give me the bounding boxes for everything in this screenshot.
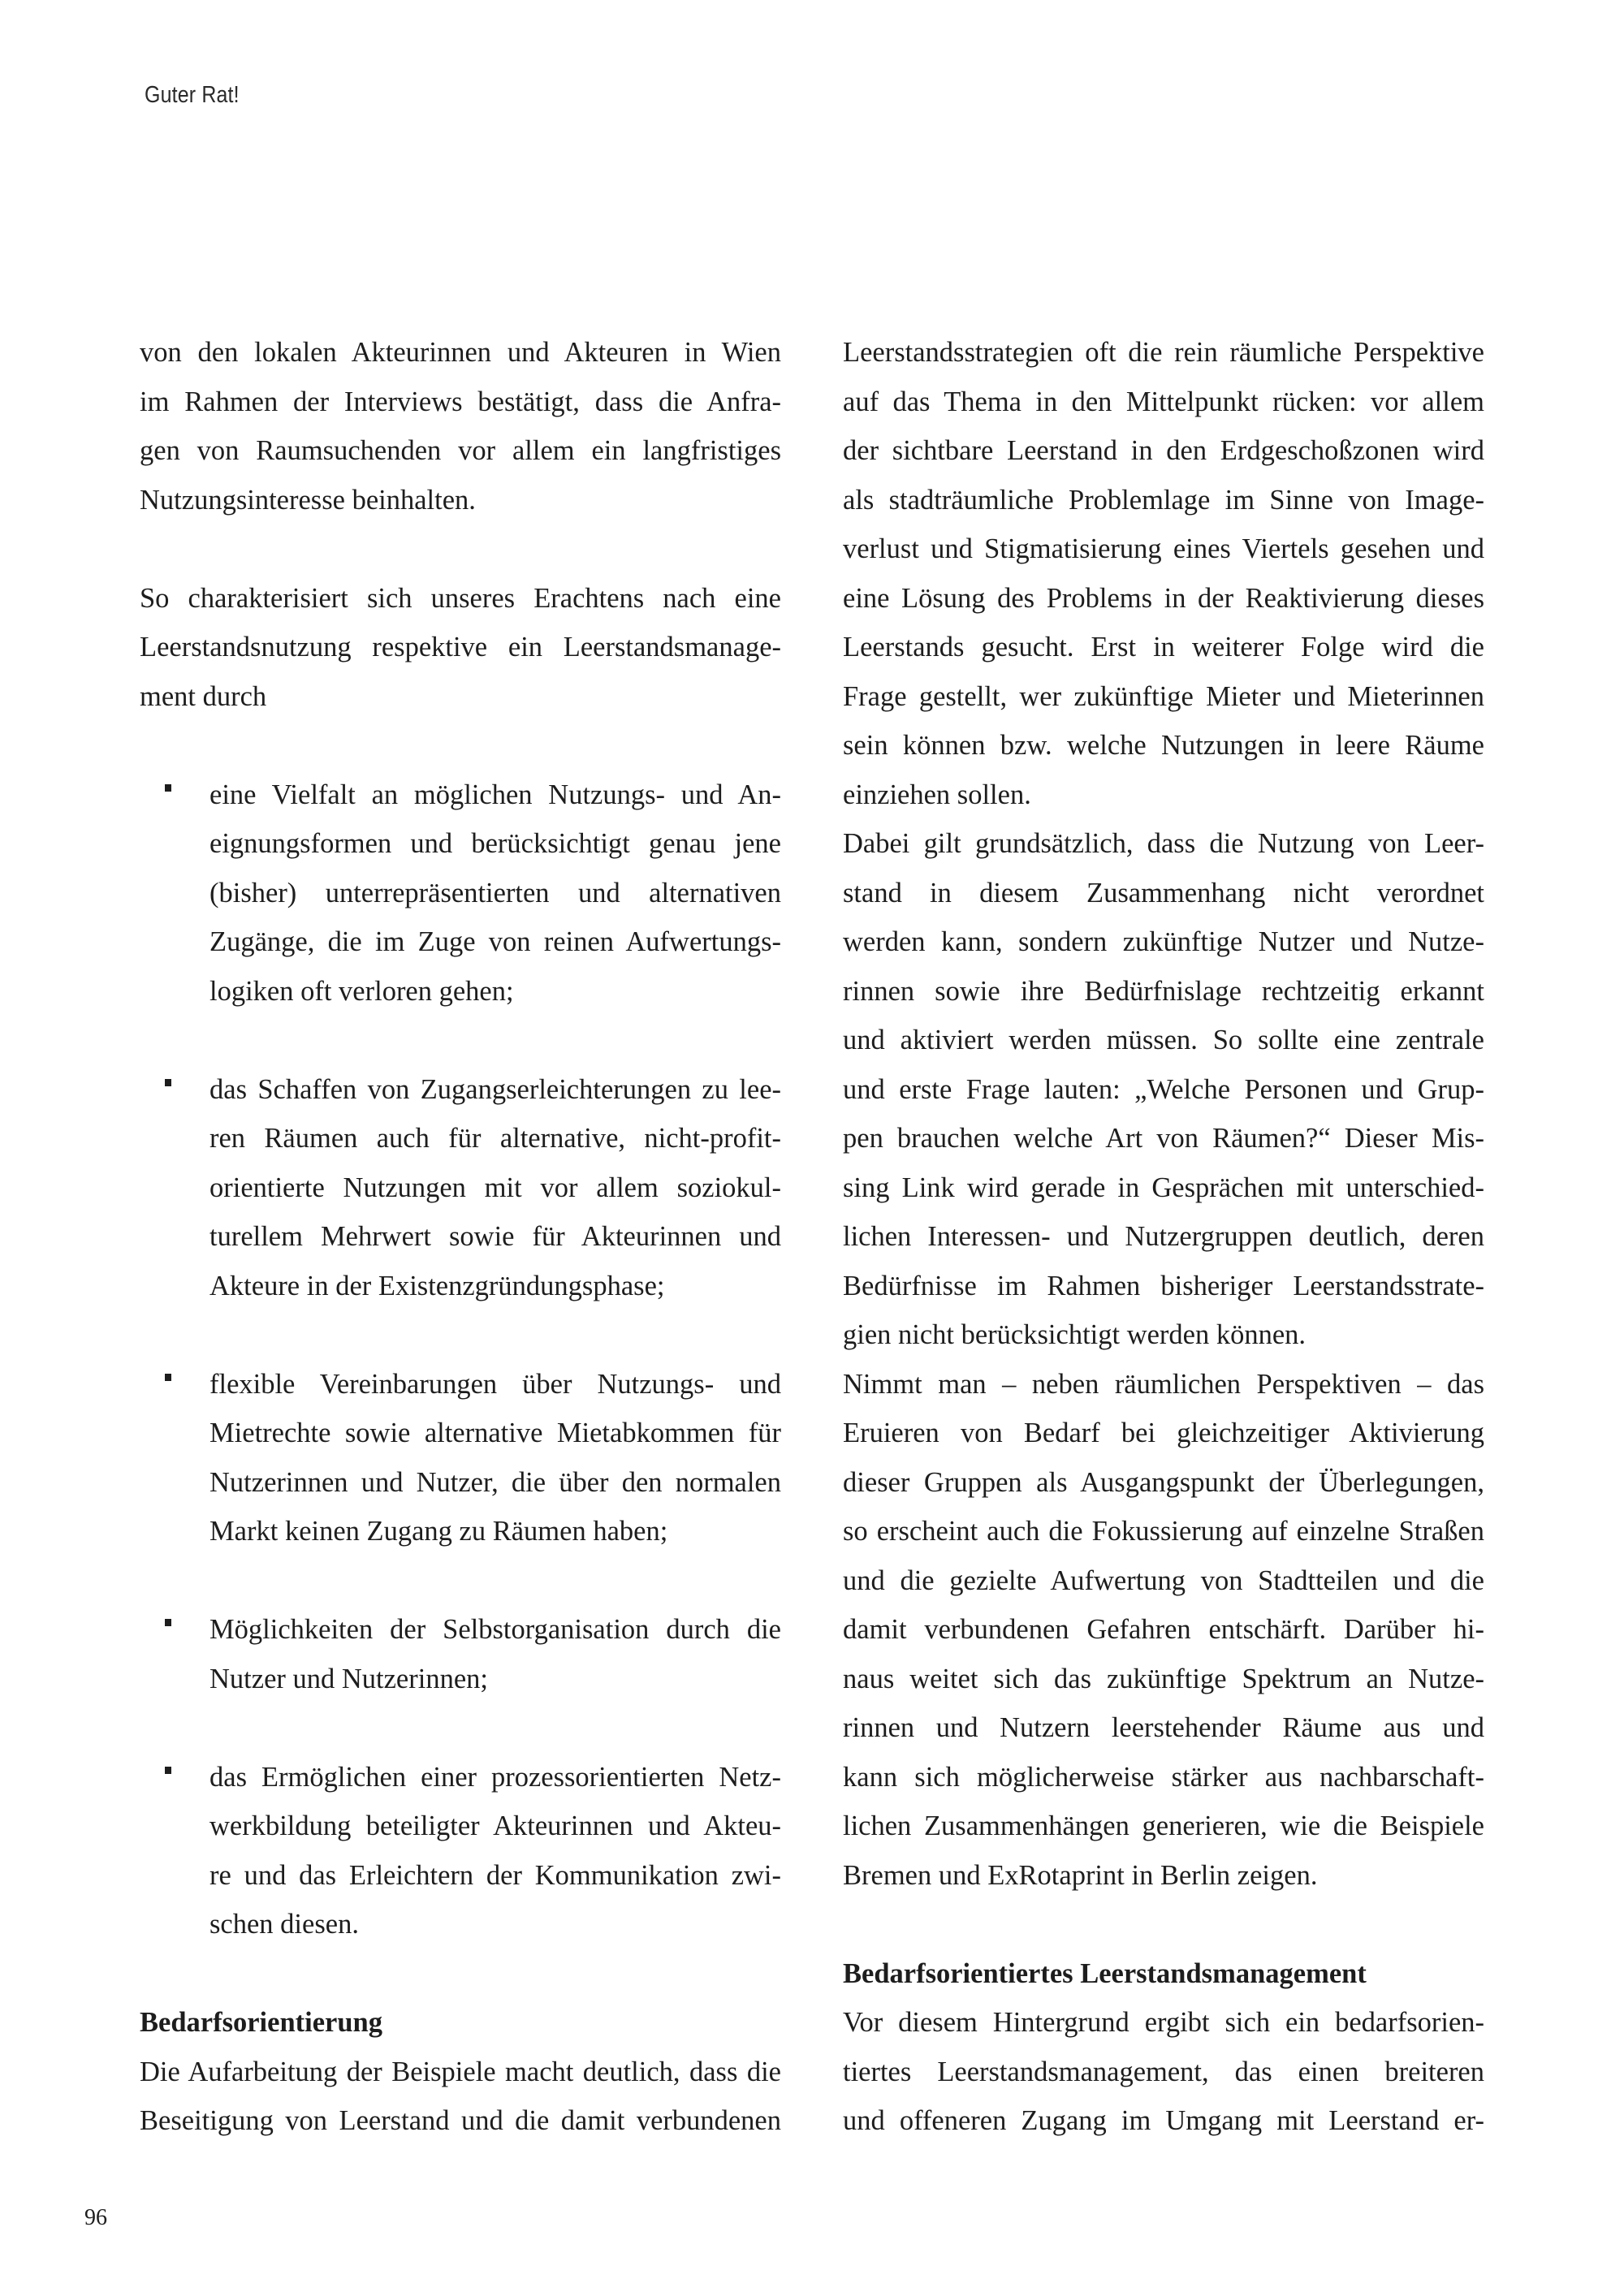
text-line: lichen Zusammenhängen generieren, wie die Beispiele bbox=[843, 1810, 1484, 1841]
text-line: naus weitet sich das zukünftige Spektrum an Nutze- bbox=[843, 1663, 1484, 1694]
text-line: verlust und Stigmatisierung eines Viertels gesehen und bbox=[843, 533, 1484, 564]
text-line: werden kann, sondern zukünftige Nutzer und Nutze- bbox=[843, 926, 1484, 957]
bullet-line: turellem Mehrwert sowie für Akteurinnen und bbox=[209, 1221, 781, 1252]
text-line: Beseitigung von Leerstand und die damit verbundenen bbox=[140, 2105, 781, 2136]
bullet-line: eignungsformen und berücksichtigt genau jene bbox=[209, 828, 781, 859]
text-line: tiertes Leerstandsmanagement, das einen breiteren bbox=[843, 2056, 1484, 2087]
bullet-square-icon bbox=[165, 1079, 171, 1086]
bullet-line: Akteure in der Existenzgründungsphase; bbox=[209, 1270, 665, 1301]
text-line: damit verbundenen Gefahren entschärft. Darüber hi- bbox=[843, 1614, 1484, 1645]
text-line: der sichtbare Leerstand in den Erdgeschoßzonen wird bbox=[843, 435, 1484, 466]
bullet-line: re und das Erleichtern der Kommunikation zwi- bbox=[209, 1859, 781, 1891]
text-line: Leerstandsstrategien oft die rein räumliche Perspektive bbox=[843, 337, 1484, 368]
text-line: auf das Thema in den Mittelpunkt rücken: vor allem bbox=[843, 386, 1484, 417]
text-line: Frage gestellt, wer zukünftige Mieter und Mieterinnen bbox=[843, 680, 1484, 712]
text-line: als stadträumliche Problemlage im Sinne von Image- bbox=[843, 484, 1484, 516]
section-heading-bedarfsorientierung: Bedarfsorientierung bbox=[140, 2007, 382, 2038]
text-line: und offeneren Zugang im Umgang mit Leerstand er- bbox=[843, 2105, 1484, 2136]
bullet-line: das Ermöglichen einer prozessorientierten Netz- bbox=[209, 1761, 781, 1793]
bullet-line: das Schaffen von Zugangserleichterungen zu lee- bbox=[209, 1073, 781, 1105]
text-line: pen brauchen welche Art von Räumen?“ Dieser Mis- bbox=[843, 1123, 1484, 1154]
bullet-line: orientierte Nutzungen mit vor allem soziokul- bbox=[209, 1172, 781, 1203]
bullet-line: Möglichkeiten der Selbstorganisation durch die bbox=[209, 1614, 781, 1645]
text-line: Nutzungsinteresse beinhalten. bbox=[140, 484, 476, 516]
text-line: sing Link wird gerade in Gesprächen mit unterschied- bbox=[843, 1172, 1484, 1203]
text-line: Leerstands gesucht. Erst in weiterer Folge wird die bbox=[843, 632, 1484, 662]
text-line: Vor diesem Hintergrund ergibt sich ein bedarfsorien- bbox=[843, 2007, 1484, 2038]
bullet-square-icon bbox=[165, 784, 171, 792]
bullet-line: Mietrechte sowie alternative Mietabkommen für bbox=[209, 1418, 781, 1448]
text-line: einziehen sollen. bbox=[843, 779, 1031, 810]
text-line: so erscheint auch die Fokussierung auf einzelne Straßen bbox=[843, 1516, 1484, 1547]
bullet-line: Nutzerinnen und Nutzer, die über den normalen bbox=[209, 1466, 781, 1498]
bullet-square-icon bbox=[165, 1619, 171, 1626]
bullet-line: flexible Vereinbarungen über Nutzungs- und bbox=[209, 1368, 781, 1400]
bullet-line: Markt keinen Zugang zu Räumen haben; bbox=[209, 1516, 668, 1547]
text-line: eine Lösung des Problems in der Reaktivierung dieses bbox=[843, 582, 1484, 614]
running-head-title: Guter Rat! bbox=[145, 82, 240, 108]
text-line: Dabei gilt grundsätzlich, dass die Nutzung von Leer- bbox=[843, 828, 1484, 859]
bullet-line: Nutzer und Nutzerinnen; bbox=[209, 1663, 488, 1694]
bullet-line: werkbildung beteiligter Akteurinnen und Akteu- bbox=[209, 1810, 781, 1841]
text-line: und erste Frage lauten: „Welche Personen und Grup- bbox=[843, 1073, 1484, 1105]
text-line: und die gezielte Aufwertung von Stadtteilen und die bbox=[843, 1564, 1484, 1596]
bullet-line: ren Räumen auch für alternative, nicht-profit- bbox=[209, 1123, 781, 1154]
text-line: sein können bzw. welche Nutzungen in leere Räume bbox=[843, 730, 1484, 761]
text-line: Bremen und ExRotaprint in Berlin zeigen. bbox=[843, 1859, 1318, 1891]
text-line: und aktiviert werden müssen. So sollte eine zentrale bbox=[843, 1025, 1484, 1055]
bullet-square-icon bbox=[165, 1767, 171, 1774]
text-line: So charakterisiert sich unseres Erachtens nach eine bbox=[140, 582, 781, 614]
bullet-line: logiken oft verloren gehen; bbox=[209, 975, 514, 1007]
text-line: rinnen und Nutzern leerstehender Räume aus und bbox=[843, 1712, 1484, 1743]
text-line: Nimmt man – neben räumlichen Perspektiven – das bbox=[843, 1368, 1484, 1400]
text-line: Die Aufarbeitung der Beispiele macht deutlich, dass die bbox=[140, 2056, 781, 2087]
bullet-line: (bisher) unterrepräsentierten und alternativen bbox=[209, 877, 781, 908]
bullet-line: eine Vielfalt an möglichen Nutzungs- und An- bbox=[209, 779, 781, 810]
text-line: ment durch bbox=[140, 680, 267, 712]
bullet-line: Zugänge, die im Zuge von reinen Aufwertungs- bbox=[209, 926, 781, 957]
text-line: Leerstandsnutzung respektive ein Leerstandsmanage- bbox=[140, 632, 781, 662]
text-line: Bedürfnisse im Rahmen bisheriger Leerstandsstrate- bbox=[843, 1270, 1484, 1301]
text-line: von den lokalen Akteurinnen und Akteuren in Wien bbox=[140, 337, 781, 368]
section-heading-bedarfsorientiertes-leerstandsmanagement: Bedarfsorientiertes Leerstandsmanagement bbox=[843, 1957, 1367, 1989]
text-line: stand in diesem Zusammenhang nicht verordnet bbox=[843, 877, 1484, 908]
text-line: dieser Gruppen als Ausgangspunkt der Überlegungen, bbox=[843, 1466, 1484, 1498]
text-line: gien nicht berücksichtigt werden können. bbox=[843, 1319, 1307, 1350]
text-line: gen von Raumsuchenden vor allem ein langfristiges bbox=[140, 435, 781, 466]
text-line: lichen Interessen- und Nutzergruppen deutlich, deren bbox=[843, 1221, 1484, 1252]
page-number: 96 bbox=[84, 2205, 107, 2230]
text-line: rinnen sowie ihre Bedürfnislage rechtzeitig erkannt bbox=[843, 975, 1484, 1007]
bullet-square-icon bbox=[165, 1374, 171, 1381]
text-line: im Rahmen der Interviews bestätigt, dass die Anfra- bbox=[140, 386, 781, 417]
bullet-line: schen diesen. bbox=[209, 1909, 359, 1940]
text-line: kann sich möglicherweise stärker aus nachbarschaft- bbox=[843, 1761, 1484, 1793]
text-line: Eruieren von Bedarf bei gleichzeitiger Aktivierung bbox=[843, 1418, 1484, 1448]
